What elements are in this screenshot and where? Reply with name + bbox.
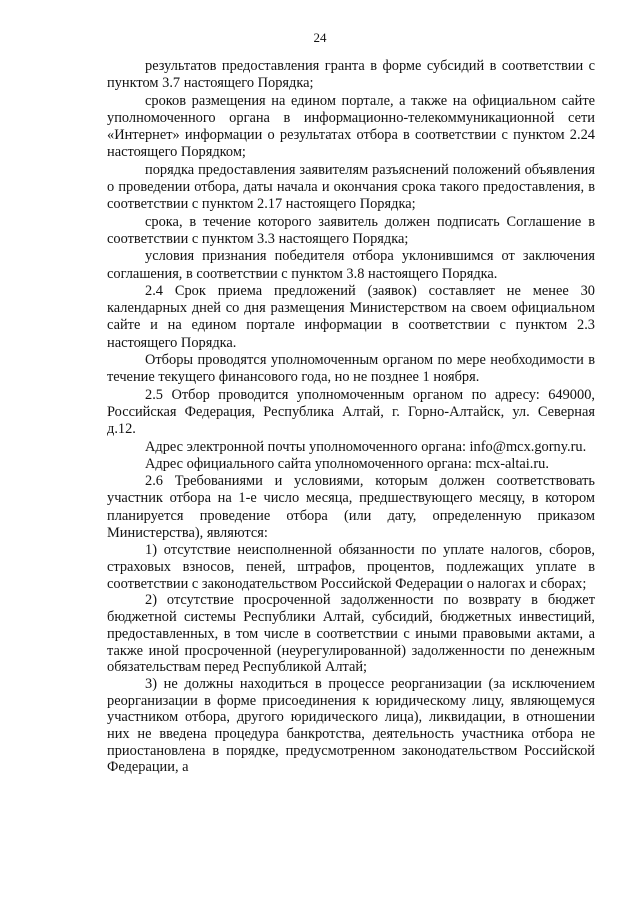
paragraph-email: Адрес электронной почты уполномоченного органа: info@mcx.gorny.ru. [145,438,587,455]
paragraph-requirement-2: 2) отсутствие просроченной задолженности по возврату в бюджет бюджетной системы Республики Алтай, субсидий, бюджетных инвестиций, предоставленных, в том числе в соответствии с иными правовыми актами, а также иной просроченной (неурегулированной) задолженности по денежным обязательствам перед Республикой Алтай; [107,592,595,676]
paragraph-2-5-address: 2.5 Отбор проводится уполномоченным органом по адресу: 649000, Российская Федерация, Республика Алтай, г. Горно-Алтайск, ул. Северная д.12. [107,386,595,438]
paragraph-evasion-conditions: условия признания победителя отбора уклонившимся от заключения соглашения, в соответствии с пунктом 3.8 настоящего Порядка. [107,248,595,282]
paragraph-requirement-1: 1) отсутствие неисполненной обязанности по уплате налогов, сборов, страховых взносов, пеней, штрафов, процентов, подлежащих уплате в соответствии с законодательством Российской Федерации о налогах и сборах; [107,542,595,592]
paragraph-requirement-3: 3) не должны находиться в процессе реорганизации (за исключением реорганизации в форме присоединения к юридическому лицу, являющемуся участником отбора, другого юридического лица), ликвидации, в отношении них не введена процедура банкротства, деятельность участника отбора не приостановлена в порядке, предусмотренном законодательством Российской Федерации, а [107,675,595,776]
paragraph-clarifications: порядка предоставления заявителям разъяснений положений объявления о проведении отбора, даты начала и окончания срока такого предоставления, в соответствии с пунктом 2.17 настоящего Порядка; [107,161,595,213]
paragraph-selection-timing: Отборы проводятся уполномоченным органом по мере необходимости в течение текущего финансового года, но не позднее 1 ноября. [107,352,595,386]
paragraph-publication-terms: сроков размещения на едином портале, а также на официальном сайте уполномоченного органа в информационно-телекоммуникационной сети «Интернет» информации о результатах отбора в соответствии с пунктом 2.24 настоящего Порядком; [107,92,595,161]
paragraph-website: Адрес официального сайта уполномоченного органа: mcx-altai.ru. [145,455,549,472]
document-body [107,58,595,776]
paragraph-2-4-acceptance-period: 2.4 Срок приема предложений (заявок) составляет не менее 30 календарных дней со дня размещения Министерством на своем официальном сайте и на едином портале информации в соответствии с пунктом 2.3 настоящего Порядка. [107,282,595,351]
page-number: 24 [313,30,327,45]
paragraph-agreement-deadline: срока, в течение которого заявитель должен подписать Соглашение в соответствии с пунктом 3.3 настоящего Порядка; [107,213,595,247]
paragraph-results-grant: результатов предоставления гранта в форме субсидий в соответствии с пунктом 3.7 настоящего Порядка; [107,58,595,92]
paragraph-2-6-requirements: 2.6 Требованиями и условиями, которым должен соответствовать участник отбора на 1-е число месяца, предшествующего месяцу, в котором планируется проведение отбора (или дату, определенную приказом Министерства), являются: [107,473,595,542]
